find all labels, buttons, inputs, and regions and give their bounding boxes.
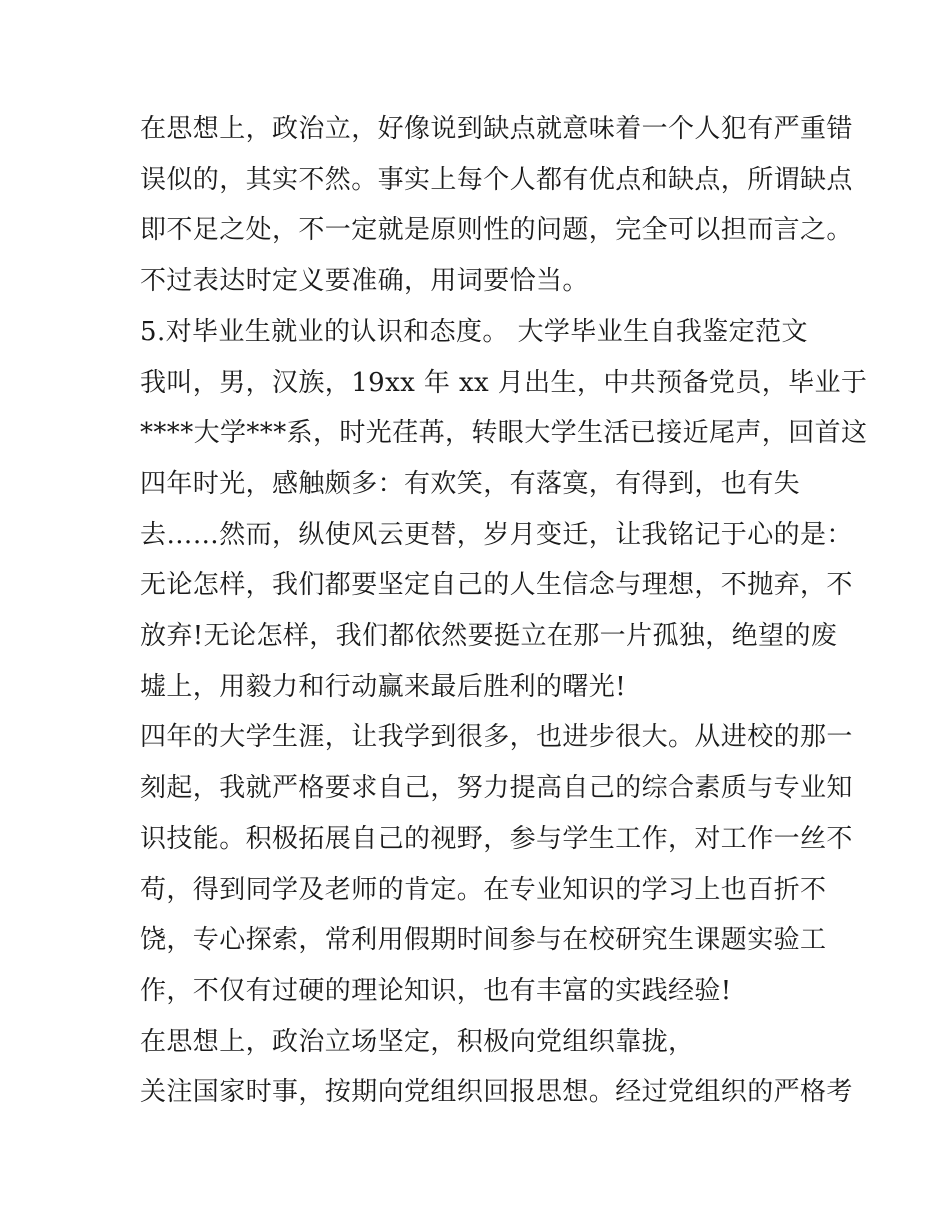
text-line: 去……然而，纵使风云更替，岁月变迁，让我铭记于心的是： xyxy=(140,519,853,550)
text-line: 即不足之处，不一定就是原则性的问题，完全可以担而言之。 xyxy=(140,215,853,246)
text-line: 四年时光，感触颇多：有欢笑，有落寞，有得到，也有失 xyxy=(140,468,801,499)
text-line: 无论怎样，我们都要坚定自己的人生信念与理想，不抛弃，不 xyxy=(140,570,853,601)
text-line: 在思想上，政治立，好像说到缺点就意味着一个人犯有严重错 xyxy=(140,114,853,144)
text-line: 苟，得到同学及老师的肯定。在专业知识的学习上也百折不 xyxy=(140,874,827,905)
text-line: 关注国家时事，按期向党组织回报思想。经过党组织的严格考 xyxy=(140,1077,853,1108)
text-line: 放弃!无论怎样，我们都依然要挺立在那一片孤独，绝望的废 xyxy=(140,621,838,652)
text-line: 不过表达时定义要准确，用词要恰当。 xyxy=(140,266,589,297)
text-line: 误似的，其实不然。事实上每个人都有优点和缺点，所谓缺点 xyxy=(140,164,853,195)
text-line: 作，不仅有过硬的理论知识，也有丰富的实践经验! xyxy=(140,975,732,1006)
text-line: 饶，专心探索，常利用假期时间参与在校研究生课题实验工 xyxy=(140,925,827,956)
text-line: ****大学***系，时光荏苒，转眼大学生活已接近尾声，回首这 xyxy=(140,418,868,449)
text-line: 我叫，男，汉族，19xx 年 xx 月出生，中共预备党员，毕业于 xyxy=(140,367,868,398)
text-line: 在思想上，政治立场坚定，积极向党组织靠拢， xyxy=(140,1026,695,1057)
document-body xyxy=(140,104,868,1118)
text-line: 5.对毕业生就业的认识和态度。 大学毕业生自我鉴定范文 xyxy=(140,316,808,347)
text-line: 四年的大学生涯，让我学到很多，也进步很大。从进校的那一 xyxy=(140,722,853,753)
text-line: 识技能。积极拓展自己的视野，参与学生工作，对工作一丝不 xyxy=(140,823,853,854)
text-line: 刻起，我就严格要求自己，努力提高自己的综合素质与专业知 xyxy=(140,773,853,804)
text-line: 墟上，用毅力和行动赢来最后胜利的曙光! xyxy=(140,671,627,702)
